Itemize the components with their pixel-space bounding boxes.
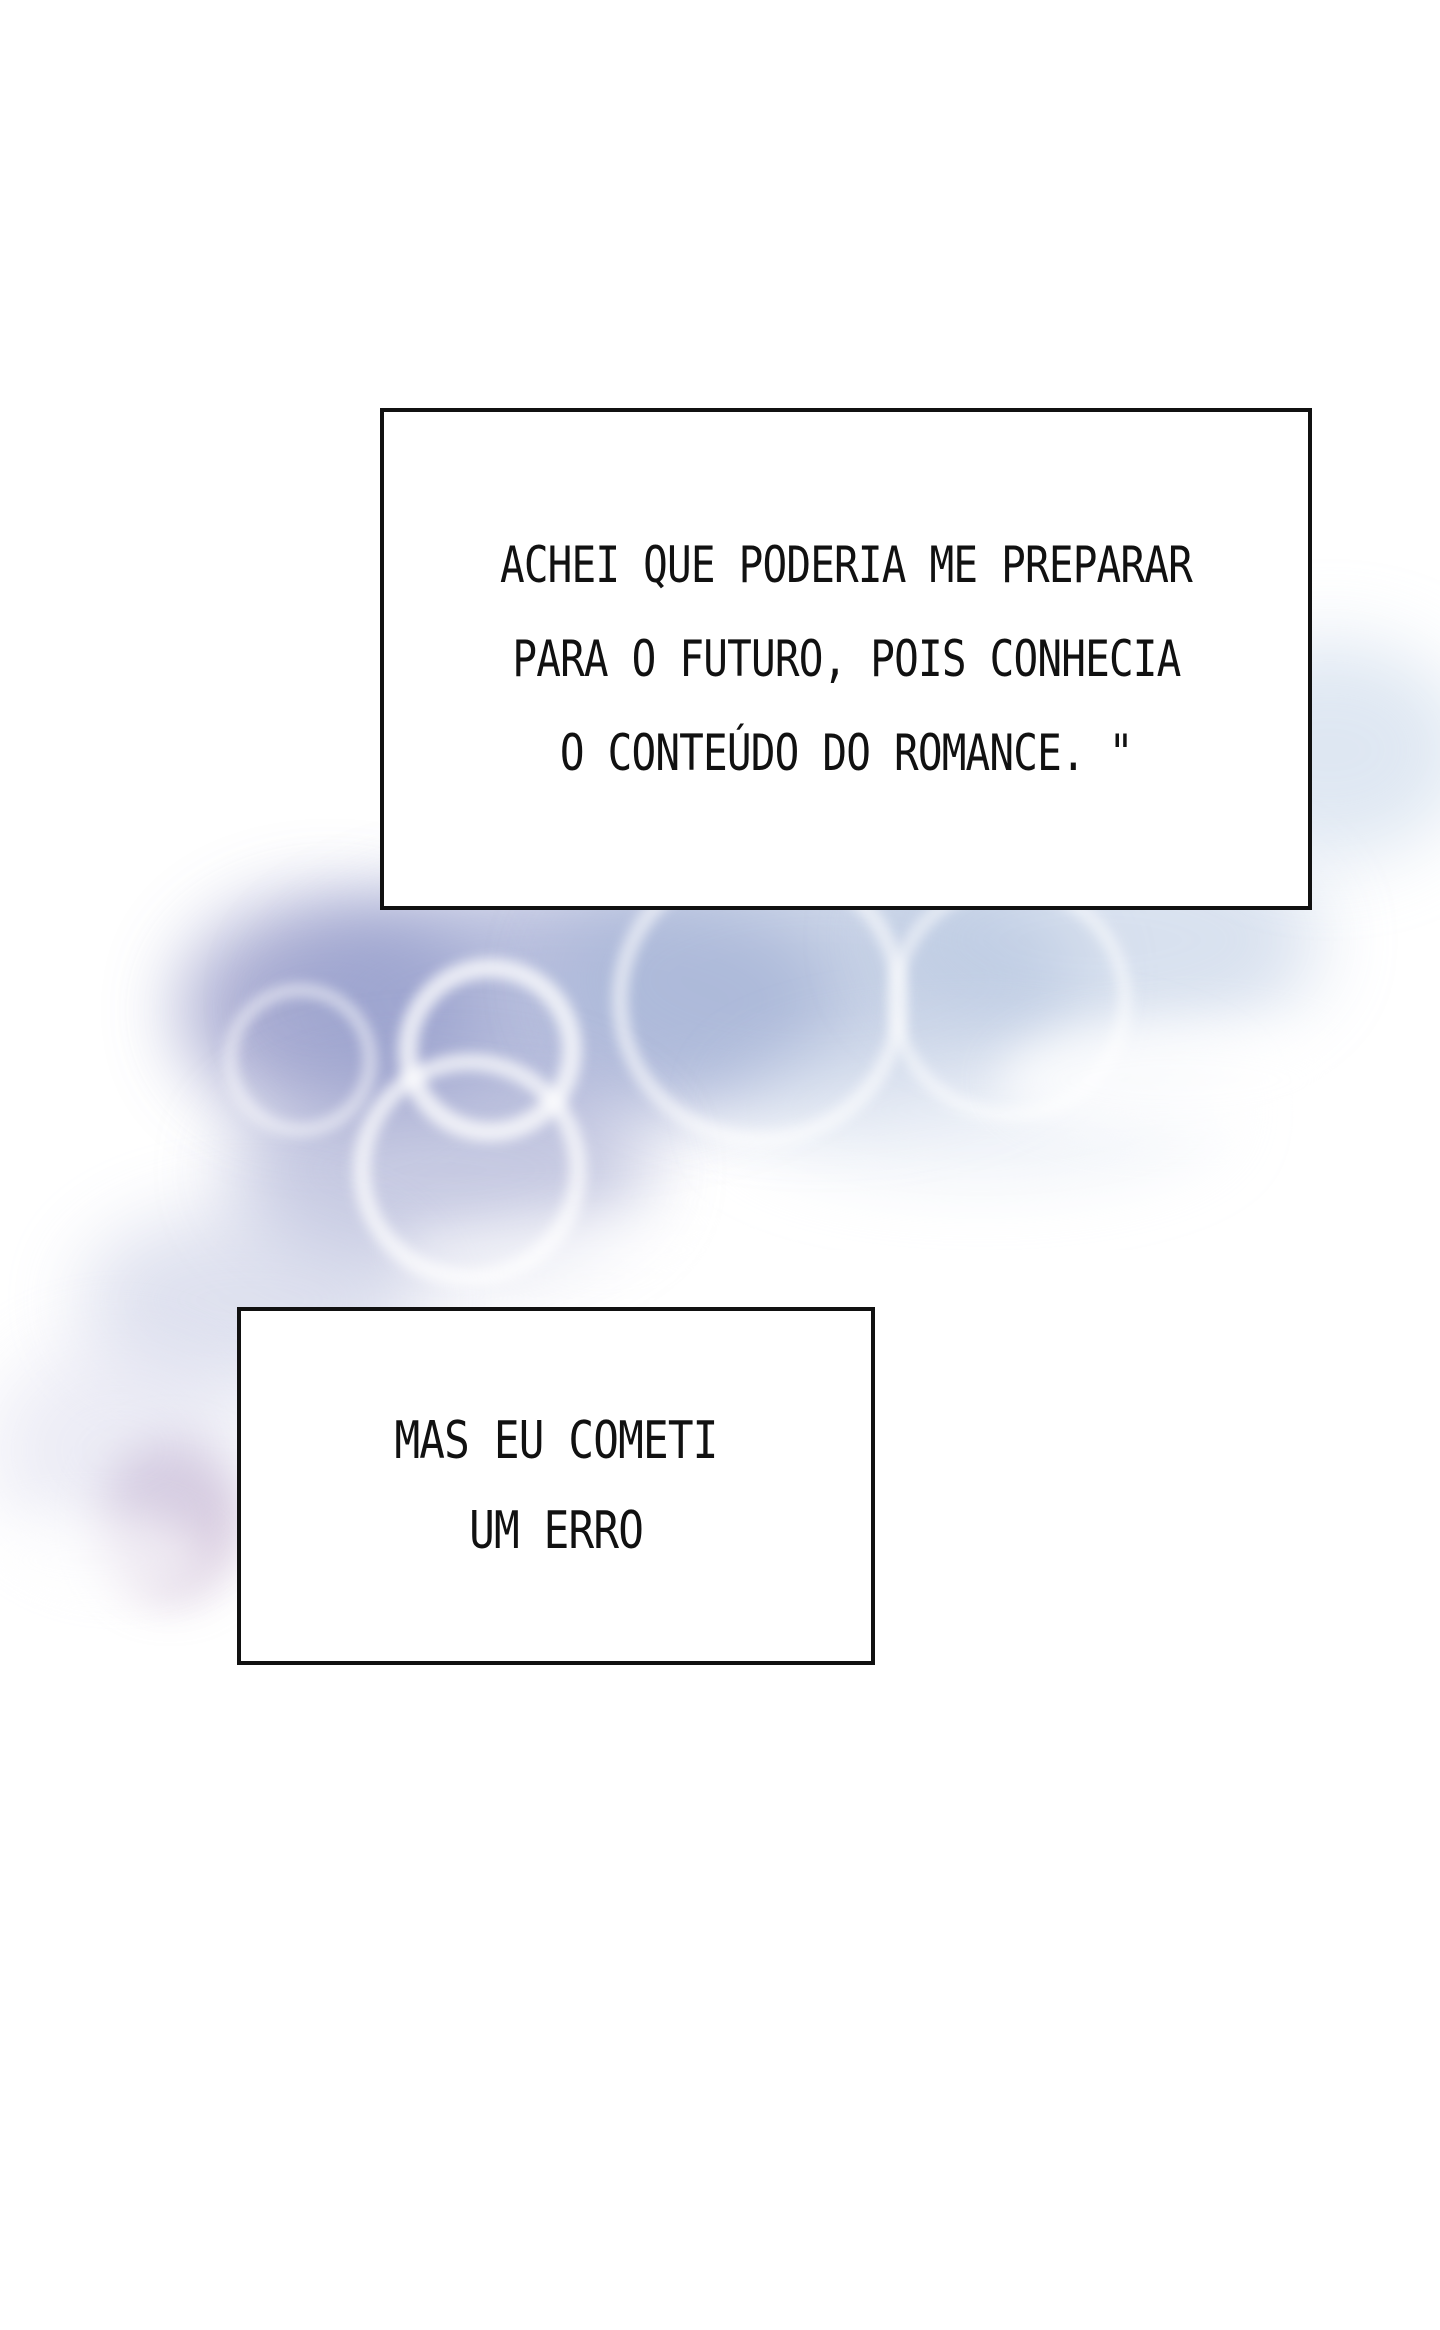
narration-box-1 xyxy=(380,408,1312,910)
narration-line: O CONTEÚDO DO ROMANCE. " xyxy=(559,724,1133,782)
narration-line: ACHEI QUE PODERIA ME PREPARAR xyxy=(499,536,1193,594)
narration-box-2 xyxy=(237,1307,875,1665)
narration-line: UM ERRO xyxy=(469,1501,643,1561)
narration-line: MAS EU COMETI xyxy=(394,1411,718,1471)
narration-line: PARA O FUTURO, POIS CONHECIA xyxy=(511,630,1181,688)
